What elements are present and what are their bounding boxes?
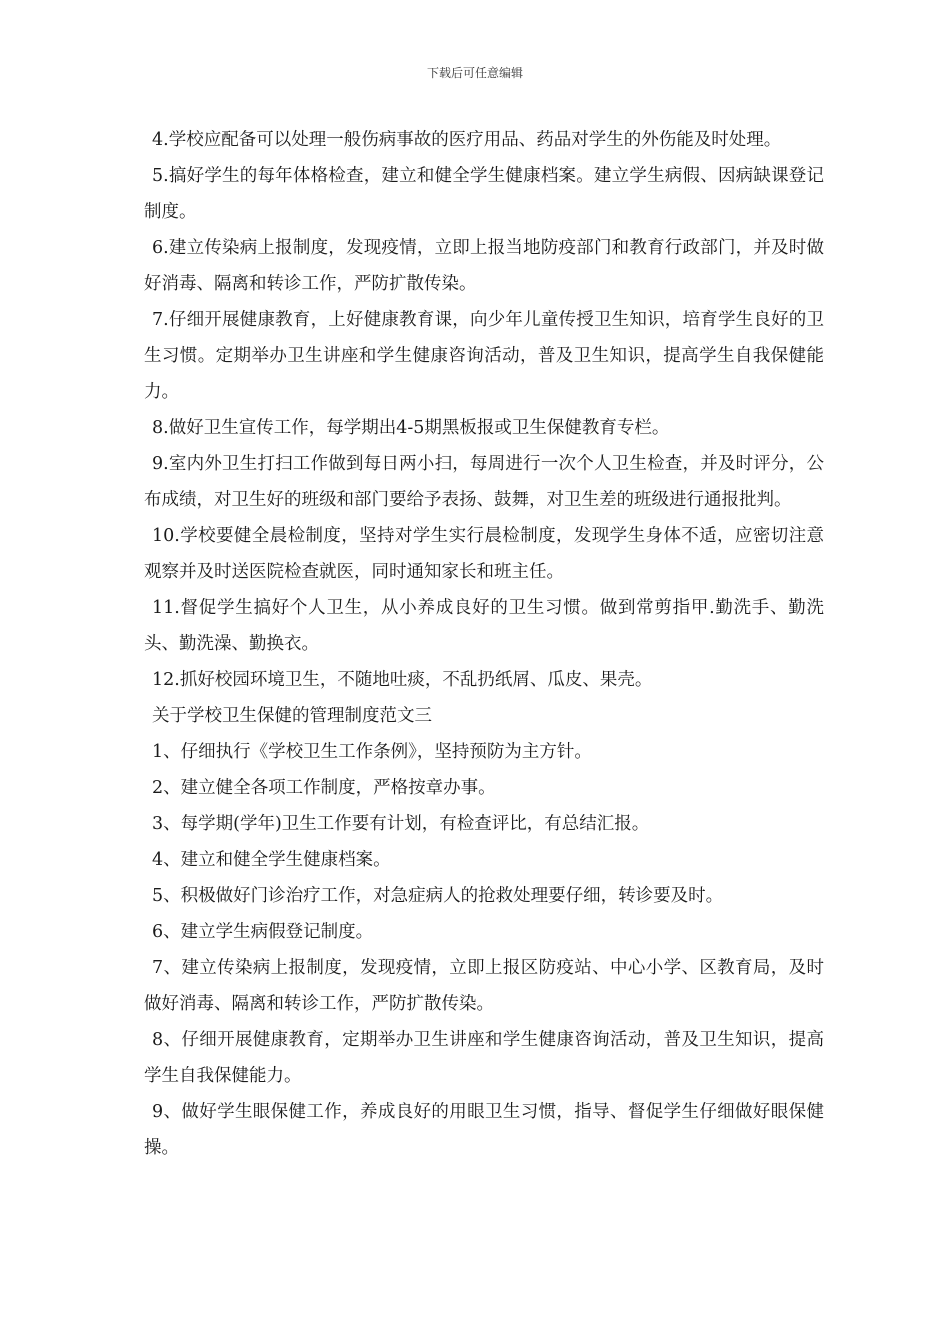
rule-item-6: 6、建立学生病假登记制度。 [152,922,374,942]
rule-item-8: 8、仔细开展健康教育，定期举办卫生讲座和学生健康咨询活动，普及卫生知识，提高学生自我保健能力。 [144,1030,824,1086]
rule-item-2: 2、建立健全各项工作制度，严格按章办事。 [152,778,496,798]
rule-item-5: 5、积极做好门诊治疗工作，对急症病人的抢救处理要仔细，转诊要及时。 [152,886,724,906]
rule-item-7: 7、建立传染病上报制度，发现疫情，立即上报区防疫站、中心小学、区教育局，及时做好消毒、隔离和转诊工作，严防扩散传染。 [144,958,824,1014]
document-body [144,122,824,1166]
rule-item-3: 3、每学期(学年)卫生工作要有计划，有检查评比，有总结汇报。 [152,814,650,834]
paragraph-item-9: 9.室内外卫生打扫工作做到每日两小扫，每周进行一次个人卫生检查，并及时评分，公布成绩，对卫生好的班级和部门要给予表扬、鼓舞，对卫生差的班级进行通报批判。 [144,454,824,510]
rule-item-1: 1、仔细执行《学校卫生工作条例》，坚持预防为主方针。 [152,742,592,762]
paragraph-item-11: 11.督促学生搞好个人卫生，从小养成良好的卫生习惯。做到常剪指甲.勤洗手、勤洗头、勤洗澡、勤换衣。 [144,598,824,654]
paragraph-item-10: 10.学校要健全晨检制度，坚持对学生实行晨检制度，发现学生身体不适，应密切注意观察并及时送医院检查就医，同时通知家长和班主任。 [144,526,824,582]
paragraph-item-6: 6.建立传染病上报制度，发现疫情，立即上报当地防疫部门和教育行政部门，并及时做好消毒、隔离和转诊工作，严防扩散传染。 [144,238,824,294]
paragraph-item-12: 12.抓好校园环境卫生，不随地吐痰，不乱扔纸屑、瓜皮、果壳。 [152,670,653,690]
page-header: 下载后可任意编辑 [426,66,523,80]
paragraph-item-4: 4.学校应配备可以处理一般伤病事故的医疗用品、药品对学生的外伤能及时处理。 [152,130,782,150]
paragraph-item-5: 5.搞好学生的每年体格检查，建立和健全学生健康档案。建立学生病假、因病缺课登记制度。 [144,166,824,222]
rule-item-4: 4、建立和健全学生健康档案。 [152,850,391,870]
paragraph-item-8: 8.做好卫生宣传工作，每学期出4-5期黑板报或卫生保健教育专栏。 [152,418,670,438]
section-heading: 关于学校卫生保健的管理制度范文三 [152,706,432,726]
paragraph-item-7: 7.仔细开展健康教育，上好健康教育课，向少年儿童传授卫生知识，培育学生良好的卫生习惯。定期举办卫生讲座和学生健康咨询活动，普及卫生知识，提高学生自我保健能力。 [144,310,824,402]
rule-item-9: 9、做好学生眼保健工作，养成良好的用眼卫生习惯，指导、督促学生仔细做好眼保健操。 [144,1102,824,1158]
